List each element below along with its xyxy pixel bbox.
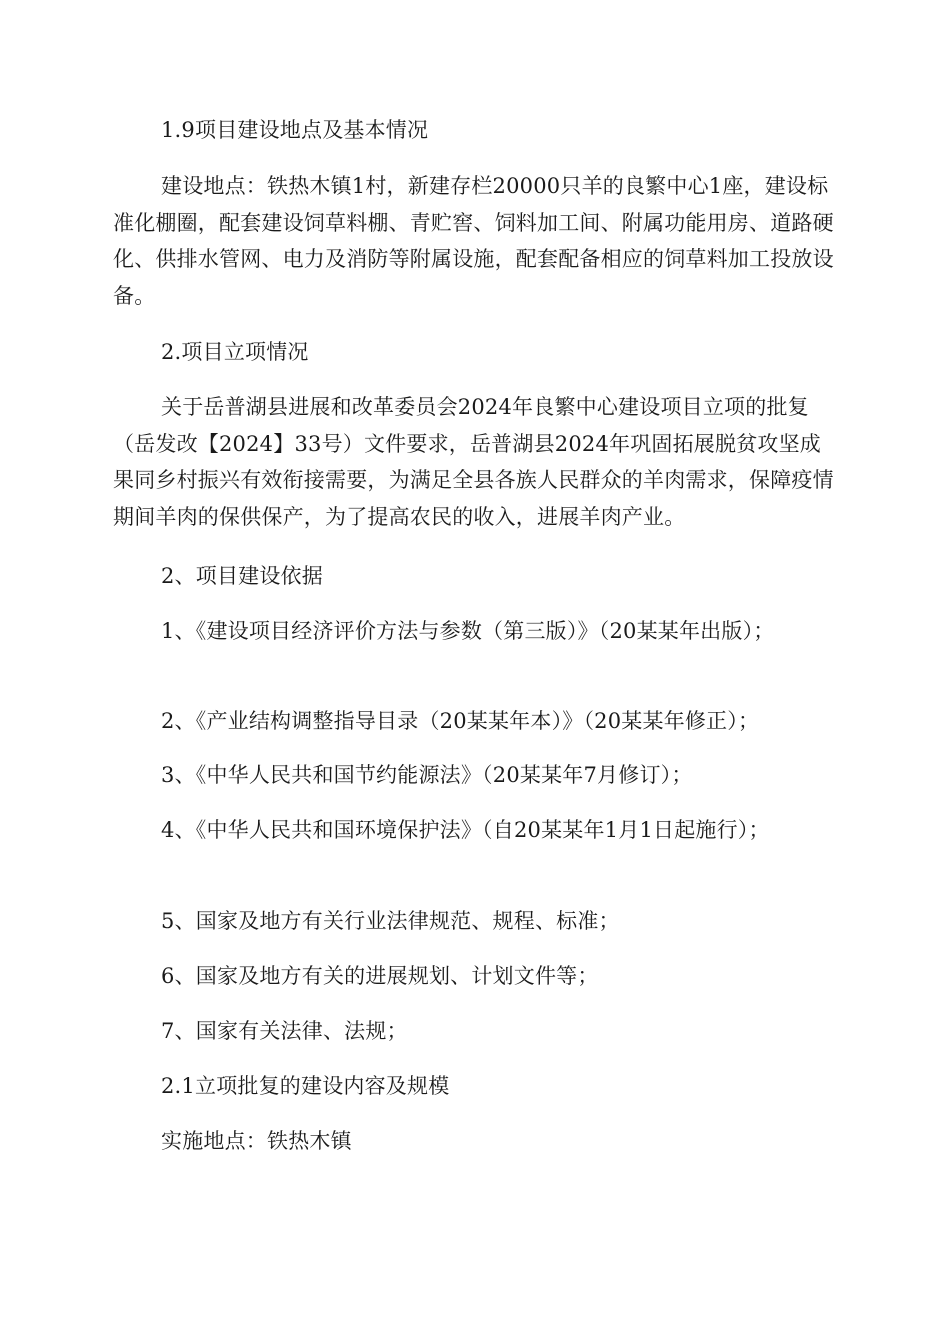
list-item-basis-7: 7、国家有关法律、法规；	[161, 1019, 408, 1043]
list-item-basis-3: 3、《中华人民共和国节约能源法》（20某某年7月修订）；	[161, 763, 693, 787]
list-item-basis-5: 5、国家及地方有关行业法律规范、规程、标准；	[161, 909, 620, 933]
paragraph-implementation-location: 实施地点：铁热木镇	[161, 1129, 352, 1153]
paragraph-approval-details: 关于岳普湖县进展和改革委员会2024年良繁中心建设项目立项的批复（岳发改【2024】33号）文件要求，岳普湖县2024年巩固拓展脱贫攻坚成果同乡村振兴有效衔接需要，为满足全县各族人民群众的羊肉需求，保障疫情期间羊肉的保供保产，为了提高农民的收入，进展羊肉产业。	[113, 395, 834, 529]
heading-approved-scope: 2.1立项批复的建设内容及规模	[161, 1074, 450, 1098]
heading-construction-basis: 2、项目建设依据	[161, 564, 323, 588]
list-item-basis-1: 1、《建设项目经济评价方法与参数（第三版）》（20某某年出版）；	[161, 619, 775, 643]
list-item-basis-4: 4、《中华人民共和国环境保护法》（自20某某年1月1日起施行）；	[161, 818, 770, 842]
list-item-basis-2: 2、《产业结构调整指导目录（20某某年本）》（20某某年修正）；	[161, 709, 760, 733]
heading-project-location: 1.9项目建设地点及基本情况	[161, 118, 429, 142]
list-item-basis-6: 6、国家及地方有关的进展规划、计划文件等；	[161, 964, 599, 988]
paragraph-construction-location: 建设地点：铁热木镇1村，新建存栏20000只羊的良繁中心1座，建设标准化棚圈，配套建设饲草料棚、青贮窖、饲料加工间、附属功能用房、道路硬化、供排水管网、电力及消防等附属设施，配套配备相应的饲草料加工投放设备。	[113, 174, 834, 308]
heading-project-approval: 2.项目立项情况	[161, 340, 309, 364]
